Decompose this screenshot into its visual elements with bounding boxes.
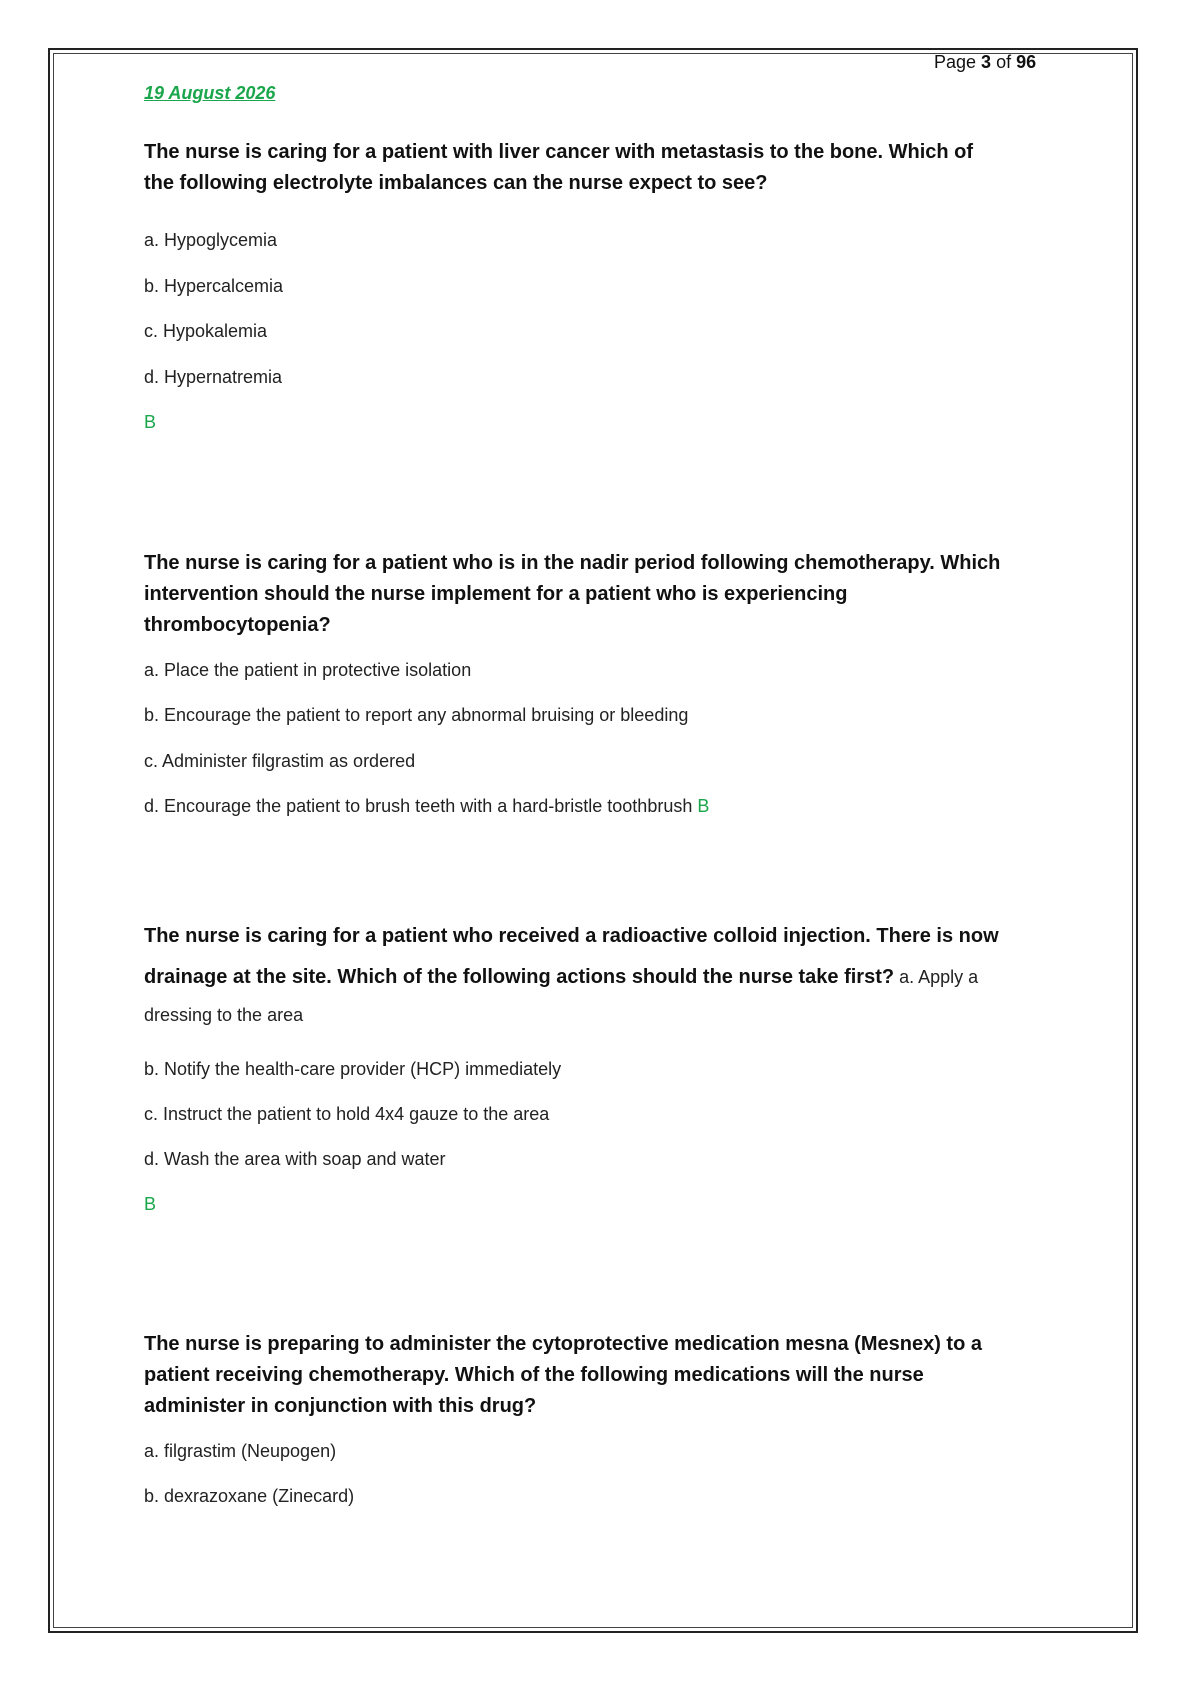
question-4-line-2: patient receiving chemotherapy. Which of the following medications will the nurse [144, 1364, 924, 1386]
question-4-text [144, 1329, 1044, 1422]
question-3-line-1: The nurse is caring for a patient who received a radioactive colloid injection. There is now [144, 925, 999, 947]
question-2-option-d-text: d. Encourage the patient to brush teeth with a hard-bristle toothbrush [144, 796, 693, 816]
page-current: 3 [981, 52, 992, 72]
question-1-line-2: the following electrolyte imbalances can the nurse expect to see? [144, 172, 768, 194]
question-3-answer: B [144, 1194, 157, 1214]
question-2-option-b: b. Encourage the patient to report any abnormal bruising or bleeding [144, 705, 689, 725]
question-1-line-1: The nurse is caring for a patient with liver cancer with metastasis to the bone. Which of [144, 141, 974, 163]
page-prefix: Page [934, 52, 982, 72]
question-2-option-a: a. Place the patient in protective isolation [144, 660, 472, 680]
question-3-line-2-text: drainage at the site. Which of the following actions should the nurse take first? [144, 966, 895, 988]
question-2-option-c: c. Administer filgrastim as ordered [144, 751, 416, 771]
question-3-option-b: b. Notify the health-care provider (HCP) immediately [144, 1059, 562, 1079]
question-1-text [144, 137, 1044, 199]
question-4-option-a: a. filgrastim (Neupogen) [144, 1441, 337, 1461]
document-date: 19 August 2026 [144, 83, 276, 103]
question-1-answer: B [144, 412, 157, 432]
page-total: 96 [1016, 52, 1037, 72]
question-2-text [144, 548, 1044, 641]
question-1-option-c: c. Hypokalemia [144, 321, 268, 341]
page-number [934, 52, 1036, 73]
question-2-line-1: The nurse is caring for a patient who is in the nadir period following chemotherapy. Which [144, 552, 1001, 574]
question-1-option-b: b. Hypercalcemia [144, 276, 284, 296]
question-4-line-1: The nurse is preparing to administer the cytoprotective medication mesna (Mesnex) to a [144, 1333, 982, 1355]
question-3-option-d: d. Wash the area with soap and water [144, 1149, 446, 1169]
question-3-option-c: c. Instruct the patient to hold 4x4 gauze to the area [144, 1104, 550, 1124]
question-4-option-b: b. dexrazoxane (Zinecard) [144, 1486, 355, 1506]
question-2-option-d [144, 795, 709, 817]
question-3-line-2 [144, 966, 978, 989]
page-of: of [991, 52, 1017, 72]
question-2-line-2: intervention should the nurse implement for a patient who is experiencing [144, 583, 848, 605]
question-4-line-3: administer in conjunction with this drug? [144, 1395, 537, 1417]
question-3-option-a-end: dressing to the area [144, 1005, 304, 1025]
question-2-answer: B [697, 796, 710, 816]
question-1-option-a: a. Hypoglycemia [144, 230, 278, 250]
question-3-option-a-start: a. Apply a [894, 967, 979, 987]
question-1-option-d: d. Hypernatremia [144, 367, 283, 387]
question-2-line-3: thrombocytopenia? [144, 614, 331, 636]
